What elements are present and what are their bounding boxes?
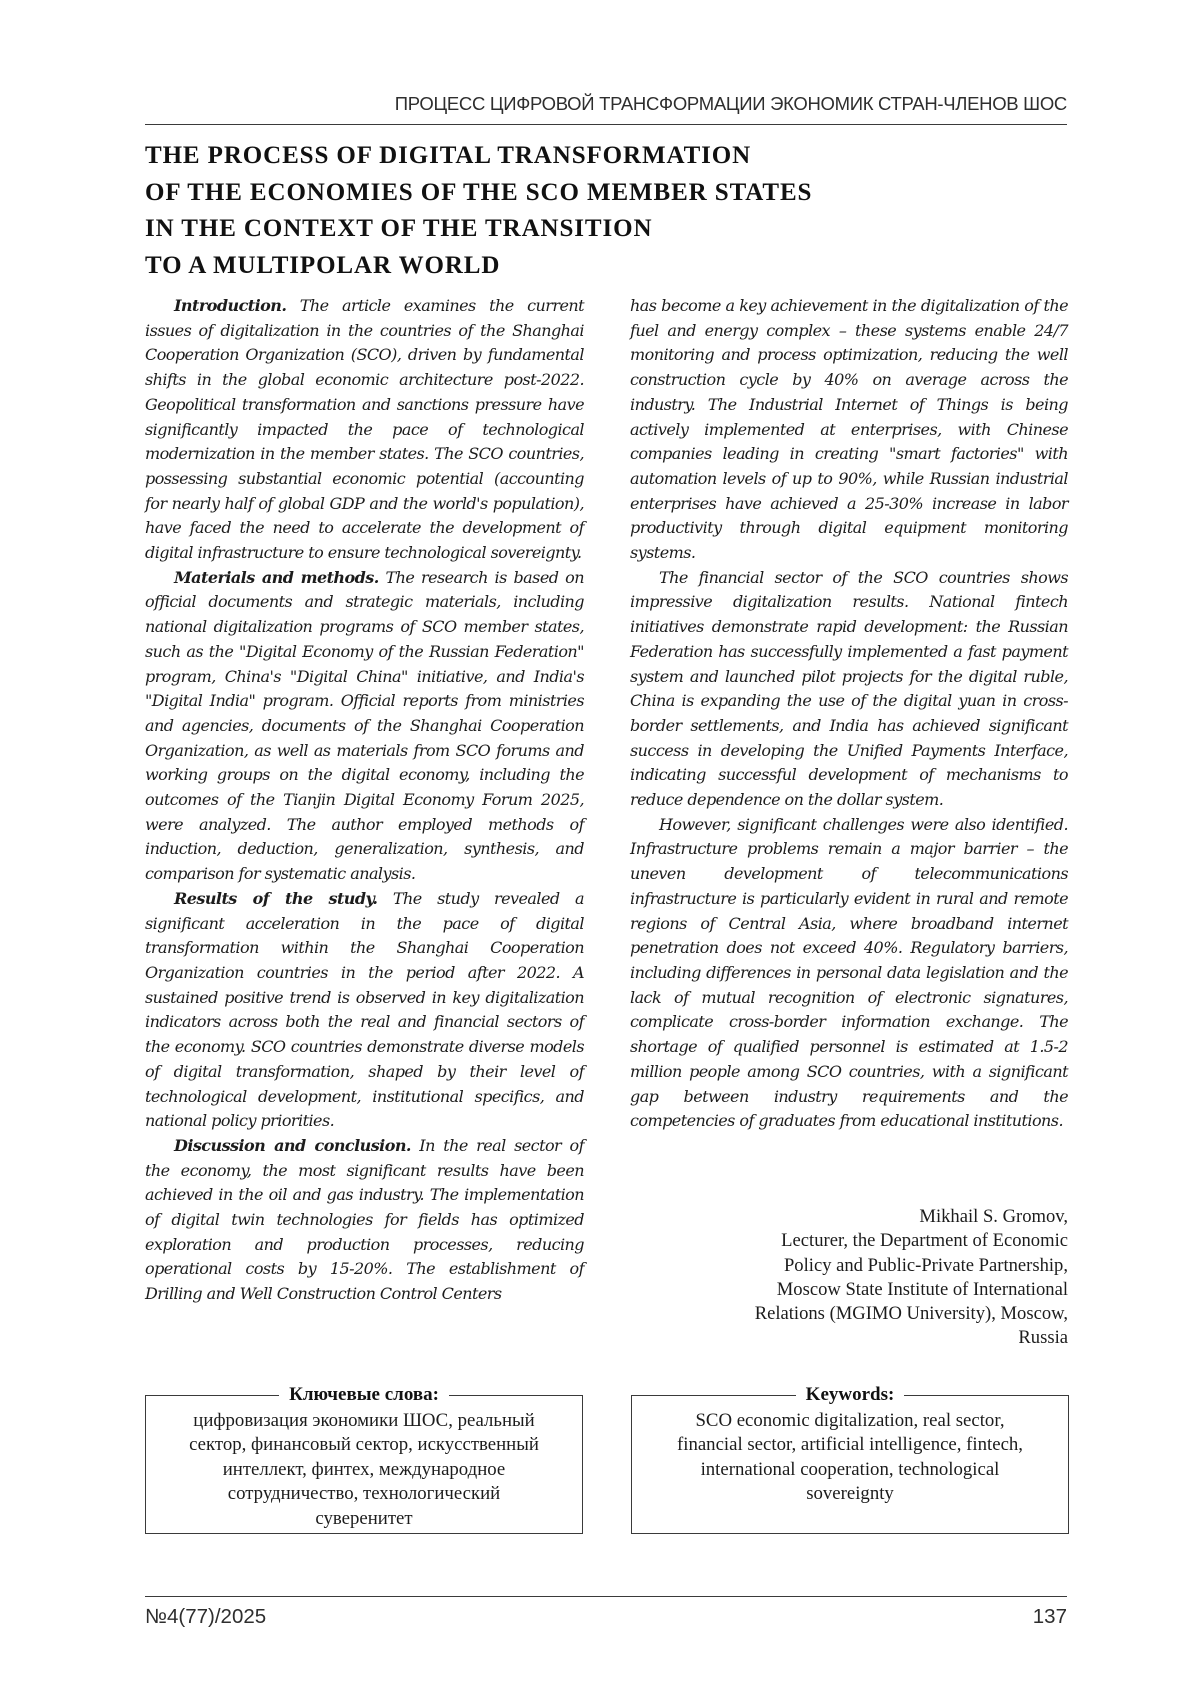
challenges-paragraph: However, significant challenges were also identified. Infrastructure problems remain a major barrier – the uneven development of telecommunications infrastructure is particularly evident in rural and remote regions of Central Asia, where broadband internet penetration does not exceed 40%. Regulatory barriers, including differences in personal data legislation and the lack of mutual recognition of electronic signatures, complicate cross-border information exchange. The shortage of qualified personnel is estimated at 1.5-2 million people among SCO countries, with a significant gap between industry requirements and the competencies of graduates from educational institutions. [630, 814, 1068, 1131]
abstract-column-left [145, 294, 584, 1307]
keywords-ru-line: интеллект, финтех, международное [222, 1458, 506, 1480]
title-line: TO A MULTIPOLAR WORLD [145, 251, 501, 279]
author-affiliation-line: Lecturer, the Department of Economic [781, 1230, 1068, 1252]
author-affiliation-line: Russia [1018, 1327, 1068, 1349]
materials-heading: Materials and methods. [174, 567, 379, 587]
financial-paragraph: The financial sector of the SCO countries shows impressive digitalization results. National fintech initiatives demonstrate rapid development: the Russian Federation has successfully implemented a fast payment system and launched pilot projects for the digital ruble, China is expanding the use of the digital yuan in cross-border settlements, and India has achieved significant success in developing the Unified Payments Interface, indicating successful development of mechanisms to reduce dependence on the dollar system. [630, 567, 1068, 810]
keywords-en-rule-left [632, 1395, 796, 1396]
issue-number: №4(77)/2025 [145, 1605, 267, 1628]
title-line: THE PROCESS OF DIGITAL TRANSFORMATION [145, 142, 752, 169]
title-line: IN THE CONTEXT OF THE TRANSITION [145, 215, 653, 242]
discussion-heading: Discussion and conclusion. [174, 1135, 411, 1155]
author-affiliation-line: Policy and Public-Private Partnership, [783, 1254, 1068, 1276]
results-paragraph [145, 887, 584, 1134]
results-heading: Results of the study. [174, 888, 378, 908]
abstract-column-right [630, 294, 1068, 1134]
keywords-ru-header [146, 1384, 582, 1406]
author-affiliation-line: Moscow State Institute of International [776, 1278, 1068, 1300]
keywords-ru-text [146, 1409, 582, 1531]
keywords-en-line: sovereignty [806, 1483, 894, 1505]
discussion-text: In the real sector of the economy, the most significant results have been achieved in the oil and gas industry. The implementation of digital twin technologies for fields has optimized exploration and production processes, reducing operational costs by 15-20%. The establishment of Drilling and Well Construction Control Centers [145, 1135, 584, 1304]
keywords-en-line: SCO economic digitalization, real sector, [695, 1410, 1005, 1431]
keywords-en-line: financial sector, artificial intelligence, fintech, [676, 1434, 1023, 1456]
keywords-ru-rule-left [146, 1395, 279, 1396]
keywords-en-line: international cooperation, technological [700, 1458, 1000, 1480]
footer-rule [145, 1596, 1067, 1597]
materials-text: The research is based on official documents and strategic materials, including national digitalization programs of SCO member states, such as the "Digital Economy of the Russian Federation" program, China's "Digital China" initiative, and India's "Digital India" program. Official reports from ministries and agencies, documents of the Shanghai Cooperation Organization, as well as materials from SCO forums and working groups on the digital economy, including the outcomes of the Tianjin Digital Economy Forum 2025, were analyzed. The author employed methods of induction, deduction, generalization, synthesis, and comparison for systematic analysis. [145, 567, 584, 884]
running-head: ПРОЦЕСС ЦИФРОВОЙ ТРАНСФОРМАЦИИ ЭКОНОМИК СТРАН-ЧЛЕНОВ ШОС [394, 93, 1067, 114]
title-line: OF THE ECONOMIES OF THE SCO MEMBER STATES [145, 178, 813, 206]
header-rule [145, 124, 1067, 125]
author-name: Mikhail S. Gromov, [919, 1206, 1068, 1227]
discussion-continued-paragraph: has become a key achievement in the digitalization of the fuel and energy complex – these systems enable 24/7 monitoring and process optimization, reducing the well construction cycle by 40% on average across the industry. The Industrial Internet of Things is being actively implemented at enterprises, with Chinese companies leading in creating "smart factories" with automation levels of up to 90%, while Russian industrial enterprises have achieved a 25-30% increase in labor productivity through digital equipment monitoring systems. [630, 296, 1068, 563]
keywords-ru-rule-right [449, 1395, 582, 1396]
keywords-en-label: Keywords: [805, 1384, 895, 1405]
results-text: The study revealed a significant acceleration in the pace of digital transformation within the Shanghai Cooperation Organization countries in the period after 2022. A sustained positive trend is observed in key digitalization indicators across both the real and financial sectors of the economy. SCO countries demonstrate diverse models of digital transformation, shaped by their level of technological development, institutional specifics, and national policy priorities. [145, 888, 584, 1131]
keywords-ru-box [145, 1384, 583, 1534]
author-affiliation-line: Relations (MGIMO University), Moscow, [754, 1303, 1068, 1325]
article-title [145, 138, 945, 284]
keywords-ru-line: суверенитет [315, 1507, 413, 1529]
keywords-en-header [632, 1384, 1068, 1406]
introduction-heading: Introduction. [174, 296, 287, 315]
keywords-ru-line: цифровизация экономики ШОС, реальный [193, 1410, 535, 1431]
author-block [640, 1205, 1068, 1351]
discussion-paragraph [145, 1134, 584, 1307]
introduction-text: The article examines the current issues of digitalization in the countries of the Shanghai Cooperation Organization (SCO), driven by fundamental shifts in the global economic architecture post-2022. Geopolitical transformation and sanctions pressure have significantly impacted the pace of technological modernization in the member states. The SCO countries, possessing substantial economic potential (accounting for nearly half of global GDP and the world's population), have faced the need to accelerate the development of digital infrastructure to ensure technological sovereignty. [145, 296, 584, 563]
introduction-paragraph [145, 294, 584, 566]
keywords-ru-label: Ключевые слова: [289, 1384, 439, 1405]
keywords-en-text [632, 1409, 1068, 1507]
keywords-ru-line: сотрудничество, технологический [227, 1483, 501, 1505]
keywords-en-rule-right [904, 1395, 1068, 1396]
keywords-en-box [631, 1384, 1069, 1534]
materials-paragraph [145, 566, 584, 887]
keywords-ru-line: сектор, финансовый сектор, искусственный [189, 1434, 539, 1456]
page-number: 137 [1032, 1605, 1067, 1628]
